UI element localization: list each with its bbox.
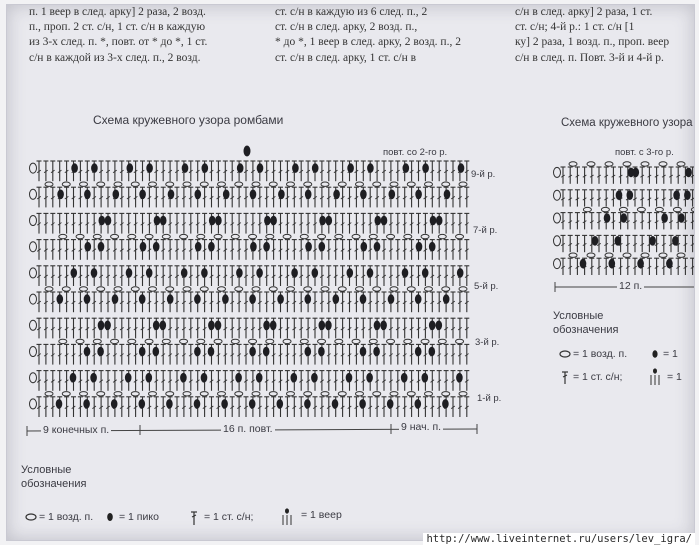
text-line: ст. с/н; 4-й р.: 1 ст. с/н [1 (515, 21, 635, 34)
secondary-legend-fan-label: = 1 (667, 371, 682, 383)
chain-icon (560, 351, 570, 357)
legend-dc-label: = 1 ст. с/н; (204, 511, 254, 523)
text-line: ку] 2 раза, 1 возд. п., проп. веер (515, 36, 670, 49)
text-line: с/н в след. п. Повт. 3-й и 4-й р. (515, 51, 664, 64)
text-line: ст. с/н в след. арку, 2 возд. п., (275, 21, 418, 34)
row-label: 3-й р. (475, 337, 500, 348)
text-line: из 3-х след. п. *, повт. от * до *, 1 ст. (29, 36, 208, 49)
legend-heading-line: обозначения (21, 478, 87, 490)
dimension-repeat: 16 п. повт. (223, 423, 273, 435)
row-label: 1-й р. (477, 393, 502, 404)
secondary-chart-title: Схема кружевного узора (561, 117, 693, 129)
text-line: * до *, 1 веер в след. арку, 2 возд. п., 2 (275, 36, 461, 49)
legend-heading-line: обозначения (553, 324, 619, 336)
source-url[interactable]: http://www.liveinternet.ru/users/lev_igra/ (423, 533, 695, 545)
picot-icon (652, 350, 657, 358)
repeat-label: повт. со 2-го р. (383, 147, 448, 158)
text-line: с/н в след. арку] 2 раза, 1 ст. (515, 6, 653, 18)
text-line: п., проп. 2 ст. с/н, 1 ст. с/н в каждую (29, 21, 206, 34)
legend-chain-label: = 1 возд. п. (39, 511, 94, 523)
text-line: с/н в каждой из 3-х след. п., 2 возд. (29, 51, 201, 64)
text-line: п. 1 веер в след. арку] 2 раза, 2 возд. (29, 6, 206, 18)
fan-icon (651, 368, 659, 385)
secondary-legend-chain-label: = 1 возд. п. (573, 348, 628, 360)
secondary-repeat-label: повт. с 3-го р. (615, 147, 674, 158)
dimension-end: 9 конечных п. (43, 424, 110, 436)
secondary-dimension: 12 п. (619, 280, 643, 292)
secondary-legend-picot-label: = 1 (663, 348, 678, 360)
text-line: ст. с/н в каждую из 6 след. п., 2 (275, 6, 428, 18)
chart-title: Схема кружевного узора ромбами (93, 113, 284, 127)
legend-heading-line: Условные (21, 464, 72, 476)
row-label: 7-й р. (473, 225, 498, 236)
secondary-legend-symbols (7, 5, 694, 540)
row-label: 5-й р. (474, 281, 499, 292)
dimension-start: 9 нач. п. (401, 421, 442, 433)
secondary-legend-dc-label: = 1 ст. с/н; (573, 371, 623, 383)
double-crochet-icon (562, 372, 568, 384)
magazine-page (6, 4, 695, 541)
row-label: 9-й р. (471, 169, 496, 180)
legend-fan-label: = 1 веер (301, 509, 342, 521)
text-line: ст. с/н в след. арку, 1 ст. с/н в (275, 51, 417, 64)
legend-heading-line: Условные (553, 310, 604, 322)
legend-picot-label: = 1 пико (119, 511, 159, 523)
